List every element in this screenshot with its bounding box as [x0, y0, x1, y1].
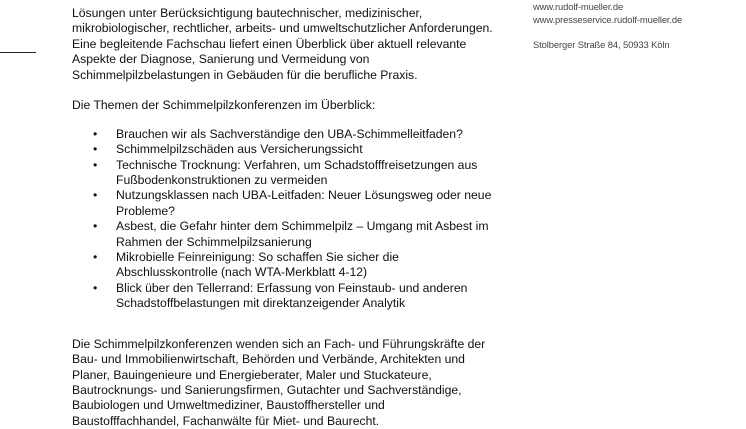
bullet-icon: • [93, 250, 98, 265]
topic-item [72, 127, 522, 142]
bullet-icon: • [93, 219, 98, 234]
bullet-icon: • [93, 157, 98, 172]
press-service-link[interactable]: www.presseservice.rudolf-mueller.de [533, 14, 683, 25]
audience-line: Bau- und Immobilienwirtschaft, Behörden und Verbände, Architekten und [72, 352, 465, 367]
intro-line: Lösungen unter Berücksichtigung bautechnischer, medizinischer, [72, 6, 423, 20]
audience-paragraph [72, 337, 522, 429]
audience-line: Bautrocknungs- und Sanierungsfirmen, Gutachter und Sachverständige, [72, 382, 462, 397]
topic-line: Rahmen der Schimmelpilzsanierung [116, 234, 312, 249]
intro-line: Aspekte der Diagnose, Sanierung und Vermeidung von [72, 52, 370, 67]
topic-item [72, 158, 522, 189]
topic-line: Fußbodenkonstruktionen zu vermeiden [116, 173, 328, 188]
margin-rule [0, 52, 36, 53]
topic-line: Probleme? [116, 203, 175, 218]
topic-item [72, 219, 522, 250]
intro-line: Eine begleitende Fachschau liefert einen Überblick über aktuell relevante [72, 36, 467, 51]
bullet-icon: • [93, 280, 98, 295]
topic-line: Asbest, die Gefahr hinter dem Schimmelpilz – Umgang mit Asbest im [116, 219, 489, 234]
topic-line: Technische Trocknung: Verfahren, um Schadstofffreisetzungen aus [116, 157, 478, 172]
audience-line: Baubiologen und Umweltmediziner, Baustoffhersteller und [72, 398, 385, 413]
topic-line: Mikrobielle Feinreinigung: So schaffen Sie sicher die [116, 250, 399, 265]
bullet-icon: • [93, 188, 98, 203]
bullet-icon: • [93, 142, 98, 157]
topics-heading: Die Themen der Schimmelpilzkonferenzen im Überblick: [72, 98, 376, 113]
audience-line: Die Schimmelpilzkonferenzen wenden sich an Fach- und Führungskräfte der [72, 336, 486, 351]
website-link[interactable]: www.rudolf-mueller.de [533, 1, 624, 12]
topic-line: Blick über den Tellerrand: Erfassung von Feinstaub- und anderen [116, 280, 468, 295]
topic-line: Schimmelpilzschäden aus Versicherungssicht [116, 142, 363, 157]
topics-list [72, 127, 522, 312]
intro-line: Schimmelpilzbelastungen in Gebäuden für die berufliche Praxis. [72, 67, 418, 82]
intro-paragraph [72, 6, 522, 83]
topic-item [72, 281, 522, 312]
topic-line: Schadstoffbelastungen mit direktanzeigender Analytik [116, 296, 406, 311]
topic-item [72, 250, 522, 281]
bullet-icon: • [93, 126, 98, 141]
topic-item [72, 188, 522, 219]
topic-line: Nutzungsklassen nach UBA-Leitfaden: Neuer Lösungsweg oder neue [116, 188, 492, 203]
audience-line: Planer, Bauingenieure und Energieberater, Maler und Stuckateure, [72, 367, 432, 382]
topic-line: Abschlusskontrolle (nach WTA-Merkblatt 4-12) [116, 265, 368, 280]
body-text [72, 6, 522, 429]
publisher-address: Stolberger Straße 84, 50933 Köln [533, 39, 670, 50]
publisher-sidebar [533, 0, 743, 51]
intro-line: mikrobiologischer, rechtlicher, arbeits- und umweltschutzlicher Anforderungen. [72, 21, 493, 36]
topic-line: Brauchen wir als Sachverständige den UBA-Schimmelleitfaden? [116, 126, 463, 141]
audience-line: Baustofffachhandel, Fachanwälte für Miet- und Baurecht. [72, 413, 380, 428]
topic-item [72, 142, 522, 157]
